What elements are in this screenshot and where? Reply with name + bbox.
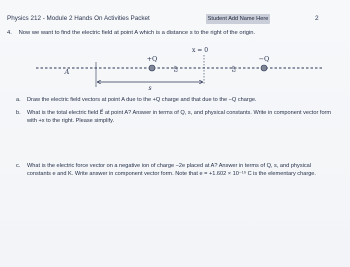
part-a [16,97,332,105]
half-distance-left: s/2 [172,65,177,73]
distance-label: s [148,85,152,92]
half-distance-right: s/2 [230,65,235,73]
packet-title: Physics 212 - Module 2 Hands On Activities Packet [7,15,150,22]
part-b-marker: b. [16,110,21,116]
page-number: 2 [315,15,319,22]
negative-charge-label: −Q [258,55,270,63]
point-a-label: A [64,68,70,76]
question-4-number: 4. [7,30,12,36]
negative-charge [261,65,267,71]
part-b-text: What is the total electric field E⃗ at point A? Answer in terms of Q, s, and physical constants. Write in component vector form with +x to the right. Please simplify. [27,110,332,124]
student-name-field[interactable]: Student Add Name Here [207,16,269,22]
question-4-prompt: Now we want to find the electric field at point A which is a distance s to the right of the origin. [18,30,256,36]
charge-diagram [0,40,350,96]
part-a-marker: a. [16,97,21,103]
positive-charge-label: +Q [146,55,158,63]
part-c-text: What is the electric force vector on a negative ion of charge −2e placed at A? Answer in terms of Q, s, and physical constants e and K. Write answer in component vector form. Note that e = +1.602 × 10⁻¹⁹ C is the elementary charge. [27,163,316,177]
origin-label: x = 0 [191,47,209,54]
part-a-text: Draw the electric field vectors at point A due to the +Q charge and that due to the −Q charge. [27,97,257,103]
part-b [16,110,332,125]
positive-charge [149,65,155,71]
part-c-marker: c. [16,163,21,169]
question-4 [7,30,255,36]
part-c [16,163,332,178]
